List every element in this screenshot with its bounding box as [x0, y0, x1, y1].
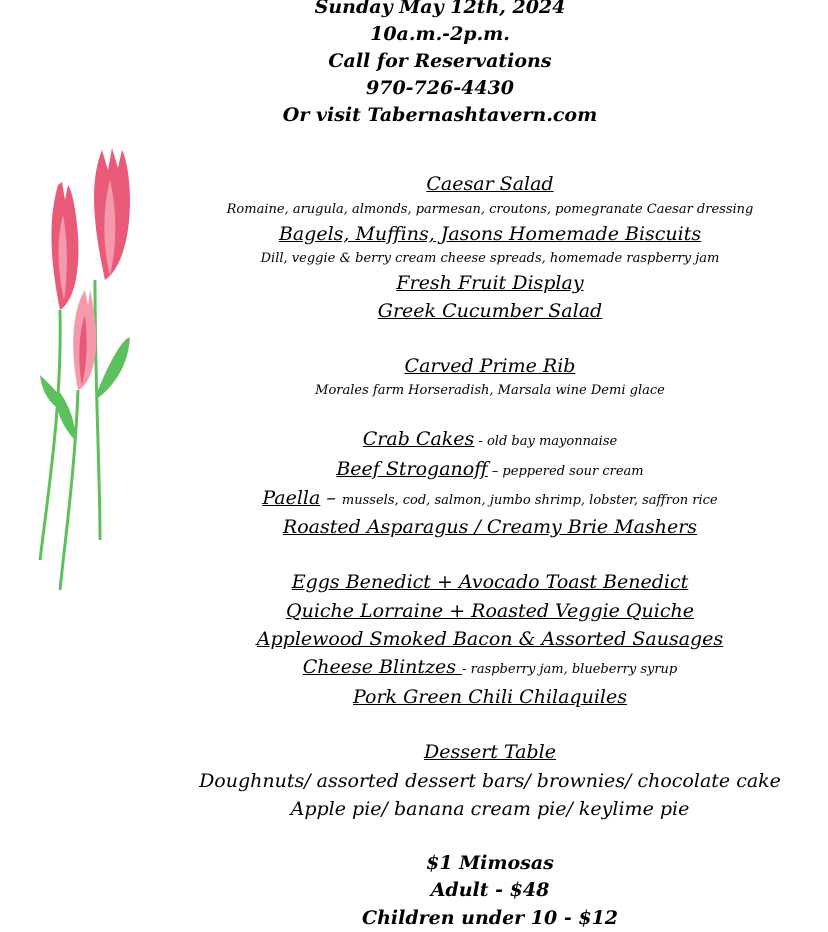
- menu-item-beef: Beef Stroganoff – peppered sour cream: [336, 458, 644, 480]
- children-price: Children under 10 - $12: [361, 907, 619, 929]
- menu-item-blintzes: Cheese Blintzes - raspberry jam, blueberry syrup: [302, 656, 678, 678]
- menu-item-dessert: Dessert Table: [424, 741, 556, 763]
- header: [240, 0, 640, 129]
- dessert-line-1: Doughnuts/ assorted dessert bars/ brownies/ chocolate cake: [199, 770, 781, 792]
- dessert-line-2: Apple pie/ banana cream pie/ keylime pie: [290, 798, 690, 820]
- menu-item-asparagus: Roasted Asparagus / Creamy Brie Mashers: [282, 516, 698, 538]
- menu-item-prime-rib: Carved Prime Rib: [404, 355, 576, 377]
- menu: [180, 170, 800, 932]
- menu-item-bagels: Bagels, Muffins, Jasons Homemade Biscuits: [278, 223, 702, 245]
- menu-item-greek: Greek Cucumber Salad: [377, 300, 603, 322]
- menu-item-bacon: Applewood Smoked Bacon & Assorted Sausages: [256, 628, 724, 650]
- menu-item-fruit: Fresh Fruit Display: [396, 272, 584, 294]
- menu-desc-bagels: Dill, veggie & berry cream cheese spreads, homemade raspberry jam: [260, 251, 720, 266]
- tulip-illustration: [30, 140, 140, 600]
- menu-item-chilaquiles: Pork Green Chili Chilaquiles: [353, 686, 627, 708]
- phone-number: 970-726-4430: [366, 77, 514, 99]
- mimosas-price: $1 Mimosas: [426, 852, 554, 874]
- event-hours: 10a.m.-2p.m.: [370, 23, 510, 45]
- adult-price: Adult - $48: [430, 879, 550, 901]
- menu-item-quiche: Quiche Lorraine + Roasted Veggie Quiche: [286, 600, 694, 622]
- menu-item-eggs: Eggs Benedict + Avocado Toast Benedict: [291, 571, 689, 593]
- menu-desc-prime-rib: Morales farm Horseradish, Marsala wine Demi glace: [315, 383, 665, 398]
- menu-item-crab: Crab Cakes - old bay mayonnaise: [362, 428, 618, 450]
- menu-desc-caesar: Romaine, arugula, almonds, parmesan, croutons, pomegranate Caesar dressing: [226, 202, 754, 217]
- reservation-note: Call for Reservations: [328, 50, 552, 72]
- website-line: Or visit Tabernashtavern.com: [282, 104, 598, 126]
- event-date: Sunday May 12th, 2024: [314, 0, 566, 18]
- menu-item-paella: Paella – mussels, cod, salmon, jumbo shrimp, lobster, saffron rice: [262, 487, 718, 509]
- menu-item-caesar: Caesar Salad: [426, 173, 554, 195]
